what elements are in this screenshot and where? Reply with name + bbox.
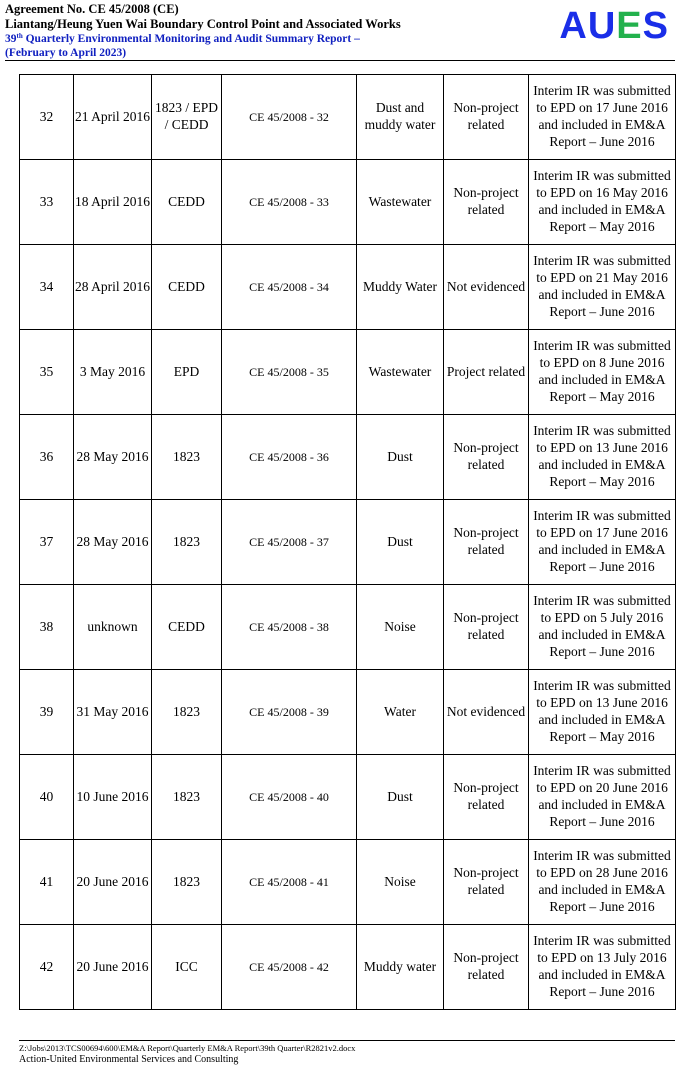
- table-row: [20, 755, 676, 840]
- received-from-cell: CEDD: [152, 160, 222, 245]
- complaint-nature-cell: Noise: [357, 585, 444, 670]
- complaint-reference-cell: CE 45/2008 - 40: [222, 755, 357, 840]
- investigation-result-cell: Non-project related: [444, 75, 529, 160]
- table-row: [20, 840, 676, 925]
- table-row: [20, 245, 676, 330]
- received-from-cell: 1823: [152, 840, 222, 925]
- logo-part-e: E: [616, 5, 643, 47]
- complaint-date-cell: unknown: [74, 585, 152, 670]
- complaint-reference-cell: CE 45/2008 - 39: [222, 670, 357, 755]
- complaint-nature-cell: Water: [357, 670, 444, 755]
- investigation-result-cell: Not evidenced: [444, 245, 529, 330]
- aues-logo: [559, 4, 669, 48]
- table-row: [20, 925, 676, 1010]
- report-status-cell: Interim IR was submitted to EPD on 13 June 2016 and included in EM&A Report – May 2016: [529, 415, 676, 500]
- investigation-result-cell: Non-project related: [444, 160, 529, 245]
- logo-part-s: S: [642, 5, 669, 47]
- complaint-reference-cell: CE 45/2008 - 38: [222, 585, 357, 670]
- complaint-date-cell: 10 June 2016: [74, 755, 152, 840]
- report-status-cell: Interim IR was submitted to EPD on 8 June 2016 and included in EM&A Report – May 2016: [529, 330, 676, 415]
- received-from-cell: EPD: [152, 330, 222, 415]
- received-from-cell: 1823 / EPD / CEDD: [152, 75, 222, 160]
- complaint-reference-cell: CE 45/2008 - 34: [222, 245, 357, 330]
- investigation-result-cell: Non-project related: [444, 840, 529, 925]
- complaint-number-cell: 32: [20, 75, 74, 160]
- complaint-number-cell: 33: [20, 160, 74, 245]
- complaint-date-cell: 20 June 2016: [74, 840, 152, 925]
- report-period: (February to April 2023): [5, 47, 127, 59]
- investigation-result-cell: Not evidenced: [444, 670, 529, 755]
- complaint-date-cell: 31 May 2016: [74, 670, 152, 755]
- complaint-reference-cell: CE 45/2008 - 37: [222, 500, 357, 585]
- report-number: 39: [5, 33, 17, 45]
- page-footer: [19, 1040, 675, 1066]
- report-number-suffix: th: [16, 32, 23, 40]
- report-status-cell: Interim IR was submitted to EPD on 13 July 2016 and included in EM&A Report – June 2016: [529, 925, 676, 1010]
- received-from-cell: 1823: [152, 670, 222, 755]
- investigation-result-cell: Non-project related: [444, 415, 529, 500]
- complaint-number-cell: 41: [20, 840, 74, 925]
- report-title-text: Quarterly Environmental Monitoring and Audit Summary Report –: [22, 33, 360, 45]
- complaint-nature-cell: Dust and muddy water: [357, 75, 444, 160]
- complaint-reference-cell: CE 45/2008 - 35: [222, 330, 357, 415]
- complaint-nature-cell: Noise: [357, 840, 444, 925]
- complaint-date-cell: 28 April 2016: [74, 245, 152, 330]
- table-row: [20, 330, 676, 415]
- table-row: [20, 500, 676, 585]
- report-status-cell: Interim IR was submitted to EPD on 17 June 2016 and included in EM&A Report – June 2016: [529, 500, 676, 585]
- page-header: [5, 2, 675, 60]
- report-status-cell: Interim IR was submitted to EPD on 16 May 2016 and included in EM&A Report – May 2016: [529, 160, 676, 245]
- complaint-nature-cell: Dust: [357, 755, 444, 840]
- complaint-date-cell: 28 May 2016: [74, 415, 152, 500]
- investigation-result-cell: Non-project related: [444, 755, 529, 840]
- received-from-cell: 1823: [152, 755, 222, 840]
- received-from-cell: 1823: [152, 415, 222, 500]
- table-row: [20, 75, 676, 160]
- complaint-number-cell: 42: [20, 925, 74, 1010]
- complaint-date-cell: 20 June 2016: [74, 925, 152, 1010]
- report-status-cell: Interim IR was submitted to EPD on 13 June 2016 and included in EM&A Report – May 2016: [529, 670, 676, 755]
- complaint-date-cell: 18 April 2016: [74, 160, 152, 245]
- report-status-cell: Interim IR was submitted to EPD on 28 June 2016 and included in EM&A Report – June 2016: [529, 840, 676, 925]
- header-divider: [5, 60, 675, 61]
- complaint-nature-cell: Wastewater: [357, 160, 444, 245]
- agreement-number: Agreement No. CE 45/2008 (CE): [5, 2, 179, 16]
- complaint-nature-cell: Muddy Water: [357, 245, 444, 330]
- complaint-reference-cell: CE 45/2008 - 33: [222, 160, 357, 245]
- report-status-cell: Interim IR was submitted to EPD on 20 June 2016 and included in EM&A Report – June 2016: [529, 755, 676, 840]
- table-row: [20, 160, 676, 245]
- table-row: [20, 585, 676, 670]
- complaint-nature-cell: Dust: [357, 415, 444, 500]
- complaint-log-table: [19, 74, 676, 1010]
- investigation-result-cell: Non-project related: [444, 500, 529, 585]
- complaint-number-cell: 35: [20, 330, 74, 415]
- complaint-date-cell: 21 April 2016: [74, 75, 152, 160]
- complaint-reference-cell: CE 45/2008 - 42: [222, 925, 357, 1010]
- footer-divider: [19, 1040, 675, 1041]
- complaint-log-body: [20, 75, 676, 1010]
- file-path: Z:\Jobs\2013\TCS00694\600\EM&A Report\Quarterly EM&A Report\39th Quarter\R2821v2.docx: [19, 1043, 356, 1053]
- complaint-nature-cell: Muddy water: [357, 925, 444, 1010]
- complaint-reference-cell: CE 45/2008 - 36: [222, 415, 357, 500]
- received-from-cell: CEDD: [152, 245, 222, 330]
- investigation-result-cell: Non-project related: [444, 925, 529, 1010]
- investigation-result-cell: Non-project related: [444, 585, 529, 670]
- complaint-number-cell: 34: [20, 245, 74, 330]
- report-status-cell: Interim IR was submitted to EPD on 21 May 2016 and included in EM&A Report – June 2016: [529, 245, 676, 330]
- table-row: [20, 670, 676, 755]
- investigation-result-cell: Project related: [444, 330, 529, 415]
- complaint-nature-cell: Wastewater: [357, 330, 444, 415]
- complaint-number-cell: 36: [20, 415, 74, 500]
- complaint-reference-cell: CE 45/2008 - 41: [222, 840, 357, 925]
- report-status-cell: Interim IR was submitted to EPD on 5 July 2016 and included in EM&A Report – June 2016: [529, 585, 676, 670]
- received-from-cell: CEDD: [152, 585, 222, 670]
- report-status-cell: Interim IR was submitted to EPD on 17 June 2016 and included in EM&A Report – June 2016: [529, 75, 676, 160]
- project-title: Liantang/Heung Yuen Wai Boundary Control Point and Associated Works: [5, 17, 401, 31]
- complaint-reference-cell: CE 45/2008 - 32: [222, 75, 357, 160]
- complaint-date-cell: 3 May 2016: [74, 330, 152, 415]
- complaint-date-cell: 28 May 2016: [74, 500, 152, 585]
- complaint-number-cell: 38: [20, 585, 74, 670]
- complaint-number-cell: 39: [20, 670, 74, 755]
- received-from-cell: 1823: [152, 500, 222, 585]
- logo-part-au: AU: [559, 5, 617, 47]
- complaint-number-cell: 40: [20, 755, 74, 840]
- complaint-nature-cell: Dust: [357, 500, 444, 585]
- table-row: [20, 415, 676, 500]
- complaint-number-cell: 37: [20, 500, 74, 585]
- company-name: Action-United Environmental Services and Consulting: [19, 1054, 239, 1065]
- received-from-cell: ICC: [152, 925, 222, 1010]
